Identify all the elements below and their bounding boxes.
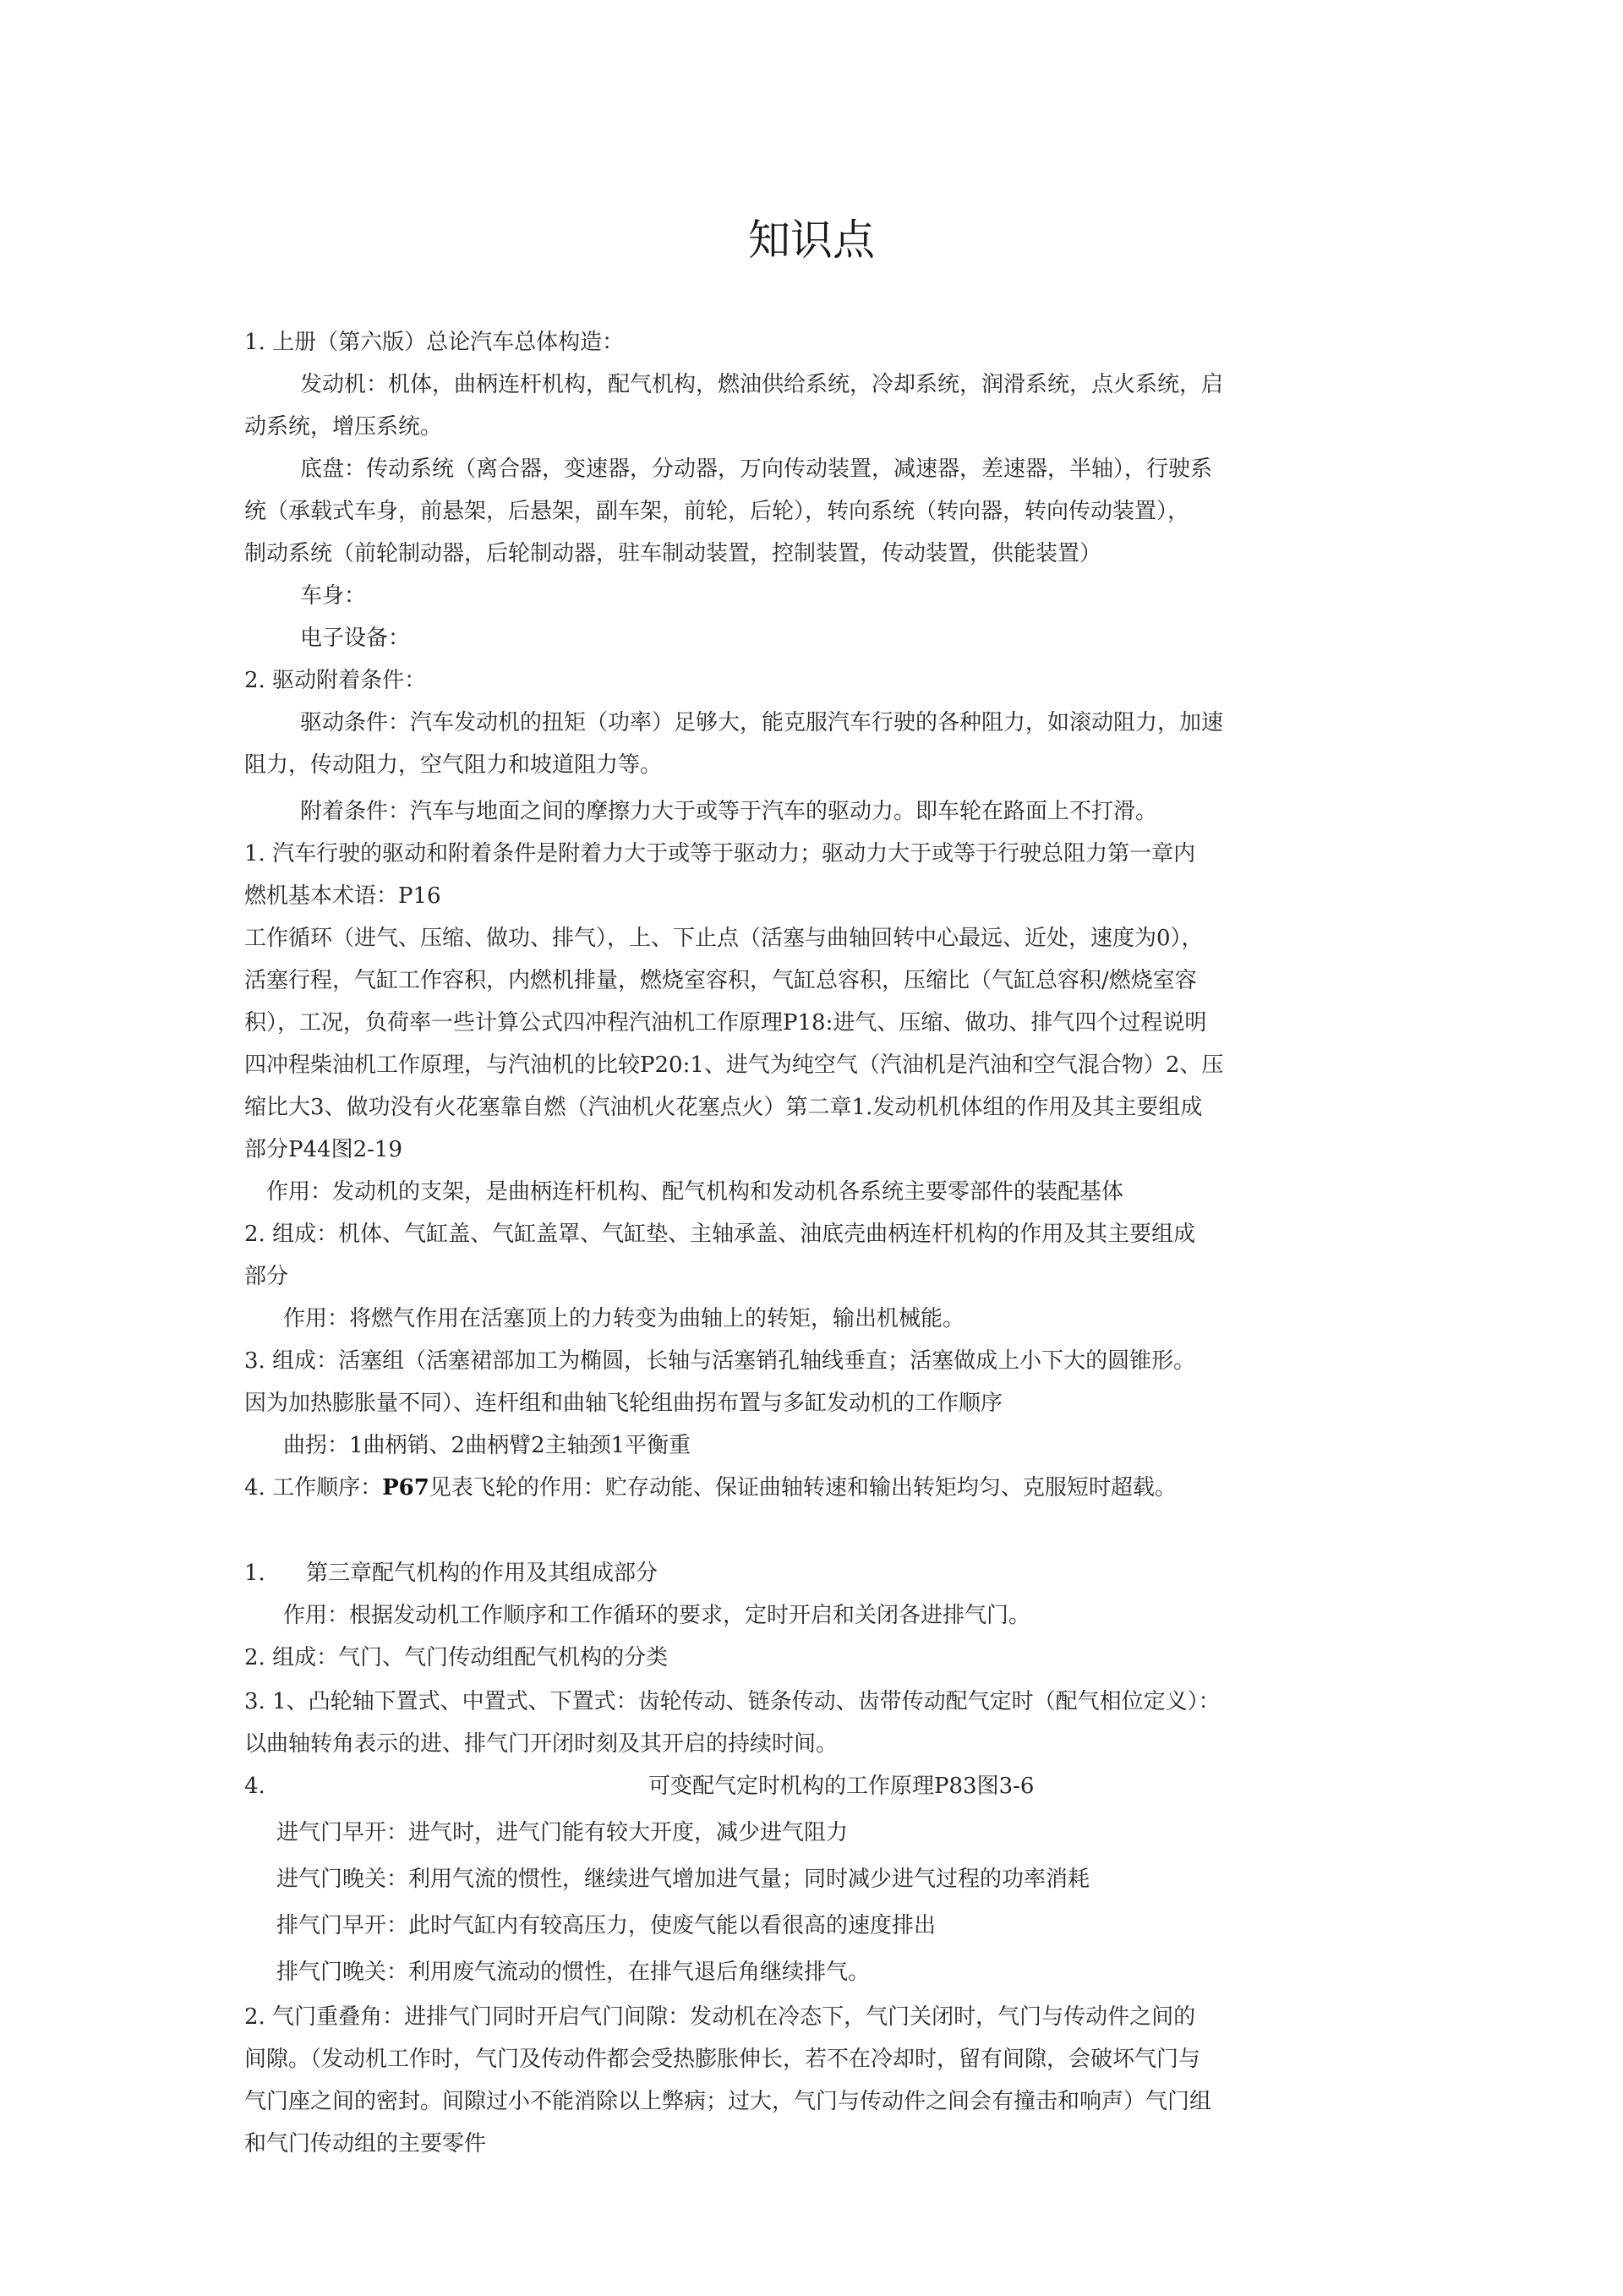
text-line: 作用：将燃气作用在活塞顶上的力转变为曲轴上的转矩，输出机械能。 (283, 1306, 965, 1331)
text-line: 气门座之间的密封。间隙过小不能消除以上弊病；过大，气门与传动件之间会有撞击和响声）气门组 (244, 2089, 1212, 2114)
text-line: 电子设备： (300, 626, 411, 651)
text-line: 动系统，增压系统。 (244, 414, 443, 440)
text-line: 燃机基本术语：P16 (244, 883, 441, 909)
text-line: 以曲轴转角表示的进、排气门开闭时刻及其开启的持续时间。 (244, 1731, 839, 1757)
text-line: 进气门晚关：利用气流的惯性，继续进气增加进气量；同时减少进气过程的功率消耗 (276, 1867, 1090, 1892)
text-line: 附着条件：汽车与地面之间的摩擦力大于或等于汽车的驱动力。即车轮在路面上不打滑。 (300, 799, 1158, 824)
page-title: 知识点 (748, 216, 875, 265)
text-line: 底盘：传动系统（离合器，变速器，分动器，万向传动装置，减速器，差速器，半轴），行驶系 (300, 456, 1213, 482)
text-line: 可变配气定时机构的工作原理P83图3-6 (648, 1774, 1035, 1799)
text-line: 部分P44图2-19 (244, 1137, 402, 1162)
text-line-number: 1. (244, 1561, 265, 1586)
text-line: 间隙。（发动机工作时，气门及传动件都会受热膨胀伸长，若不在冷却时，留有间隙，会破坏气门与 (244, 2047, 1201, 2072)
text-line: 2. 组成：机体、气缸盖、气缸盖罩、气缸垫、主轴承盖、油底壳曲柄连杆机构的作用及其主要组成 (244, 1222, 1196, 1247)
text-line: 3. 1、凸轮轴下置式、中置式、下置式：齿轮传动、链条传动、齿带传动配气定时（配气相位定义）： (244, 1689, 1221, 1714)
text-line: 制动系统（前轮制动器，后轮制动器，驻车制动装置，控制装置，传动装置，供能装置） (244, 541, 1102, 566)
text-line: 1. 汽车行驶的驱动和附着条件是附着力大于或等于驱动力；驱动力大于或等于行驶总阻力第一章内 (244, 841, 1196, 866)
text-line: 2. 组成：气门、气门传动组配气机构的分类 (244, 1645, 669, 1670)
page-reference: P67 (382, 1475, 429, 1501)
text-line: 作用：根据发动机工作顺序和工作循环的要求，定时开启和关闭各进排气门。 (283, 1603, 1031, 1628)
text-line: 发动机：机体，曲柄连杆机构，配气机构，燃油供给系统，冷却系统，润滑系统，点火系统，启 (300, 372, 1224, 397)
text-line: 缩比大3、做功没有火花塞靠自燃（汽油机火花塞点火）第二章1.发动机机体组的作用及其主要组成 (244, 1095, 1203, 1120)
text-line-lead: 4. 工作顺序： (244, 1475, 383, 1501)
text-line: 排气门晚关：利用废气流动的惯性，在排气退后角继续排气。 (276, 1960, 871, 1985)
text-line: 阻力，传动阻力，空气阻力和坡道阻力等。 (244, 752, 663, 778)
text-line: 工作循环（进气、压缩、做功、排气），上、下止点（活塞与曲轴回转中心最远、近处，速度为0）， (244, 926, 1204, 951)
text-line-tail: 见表飞轮的作用：贮存动能、保证曲轴转速和输出转矩均匀、克服短时超载。 (429, 1475, 1177, 1501)
text-line: 统（承载式车身，前悬架，后悬架，副车架，前轮，后轮），转向系统（转向器，转向传动装置）， (244, 499, 1190, 524)
text-line: 车身： (300, 583, 367, 609)
text-line: 3. 组成：活塞组（活塞裙部加工为椭圆，长轴与活塞销孔轴线垂直；活塞做成上小下大的圆锥形。 (244, 1348, 1196, 1374)
text-line: 2. 驱动附着条件： (244, 668, 427, 693)
text-line: 活塞行程，气缸工作容积，内燃机排量，燃烧室容积，气缸总容积，压缩比（气缸总容积/燃烧室容 (244, 968, 1197, 993)
text-line: 驱动条件：汽车发动机的扭矩（功率）足够大，能克服汽车行驶的各种阻力，如滚动阻力，加速 (300, 710, 1224, 735)
text-line: 1. 上册（第六版）总论汽车总体构造： (244, 330, 625, 355)
text-line: 进气门早开：进气时，进气门能有较大开度，减少进气阻力 (276, 1820, 849, 1845)
text-line: 四冲程柴油机工作原理，与汽油机的比较P20:1、进气为纯空气（汽油机是汽油和空气混合物）2、压 (244, 1052, 1224, 1078)
text-line: 和气门传动组的主要零件 (244, 2131, 487, 2157)
text-line: 作用：发动机的支架，是曲柄连杆机构、配气机构和发动机各系统主要零部件的装配基体 (266, 1179, 1124, 1205)
text-line-number: 4. (244, 1774, 265, 1799)
text-line: 曲拐：1曲柄销、2曲柄臂2主轴颈1平衡重 (283, 1433, 691, 1458)
text-line: 积），工况，负荷率一些计算公式四冲程汽油机工作原理P18:进气、压缩、做功、排气四个过程说明 (244, 1010, 1207, 1036)
chapter-heading: 第三章配气机构的作用及其组成部分 (306, 1561, 658, 1586)
text-line: 部分 (244, 1264, 289, 1289)
text-line: 排气门早开：此时气缸内有较高压力，使废气能以看很高的速度排出 (276, 1913, 937, 1938)
text-line: 2. 气门重叠角：进排气门同时开启气门间隙：发动机在冷态下，气门关闭时，气门与传动件之间的 (244, 2004, 1196, 2030)
text-line (244, 1473, 1177, 1503)
text-line: 因为加热膨胀量不同）、连杆组和曲轴飞轮组曲拐布置与多缸发动机的工作顺序 (244, 1391, 1003, 1416)
